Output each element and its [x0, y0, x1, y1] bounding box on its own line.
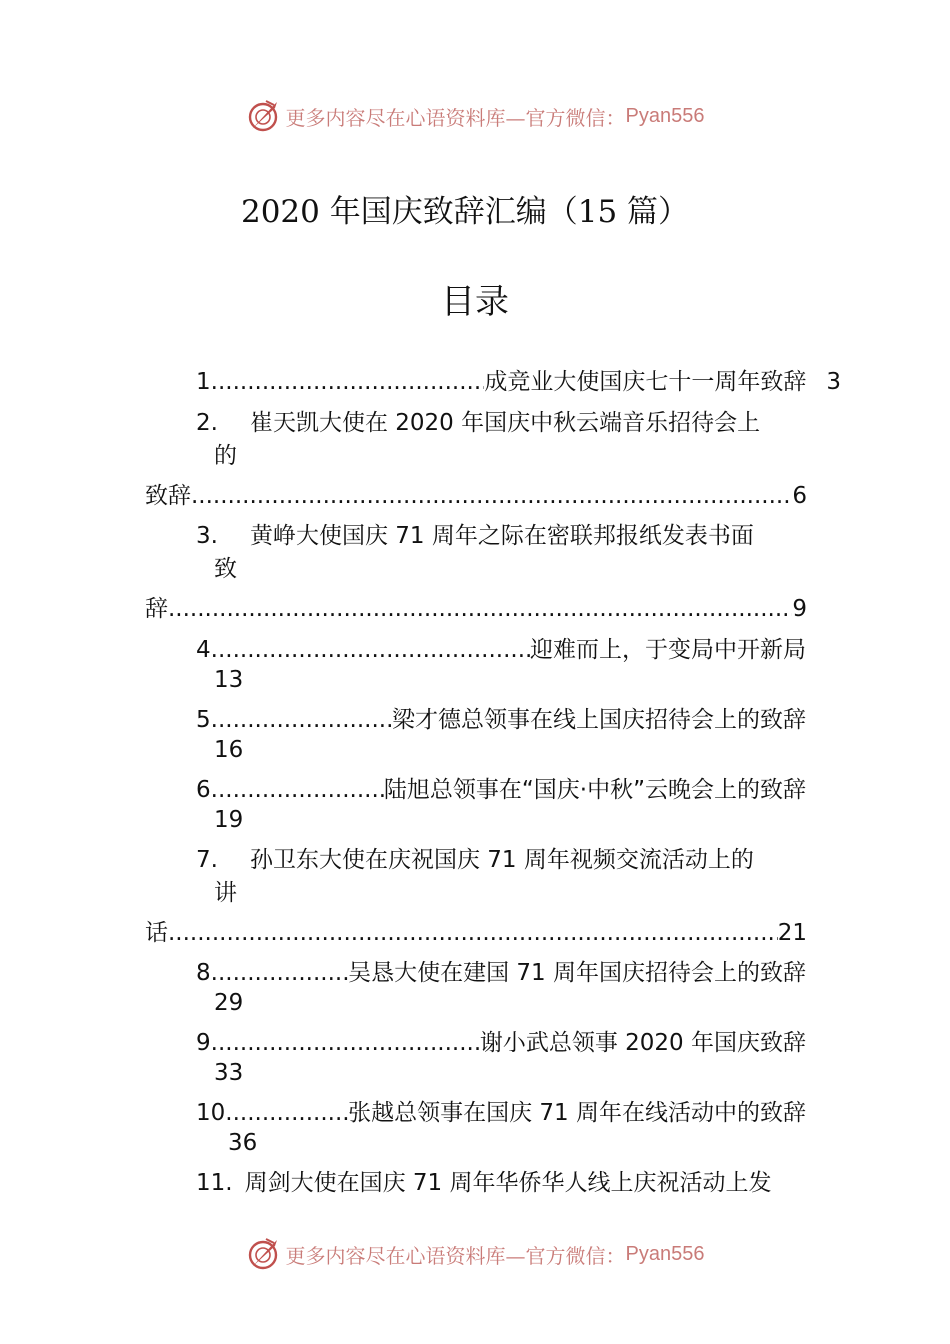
toc-entry-5[interactable]	[196, 705, 806, 735]
dot-leader	[211, 635, 530, 665]
toc-entry-4-page: 13	[214, 667, 244, 693]
watermark-wechat-id: Pyan556	[625, 104, 705, 127]
toc-entry-page: 21	[777, 920, 807, 946]
toc-entry-title-cont: 辞	[145, 596, 168, 622]
toc-entry-2[interactable]	[196, 408, 760, 438]
toc-entry-1[interactable]	[196, 367, 841, 397]
toc-entry-3-wrap: 致	[214, 556, 237, 582]
toc-entry-title: 孙卫东大使在庆祝国庆 71 周年视频交流活动上的	[249, 847, 754, 873]
toc-entry-title: 黄峥大使国庆 71 周年之际在密联邦报纸发表书面	[249, 523, 754, 549]
toc-entry-title: 谢小武总领事 2020 年国庆致辞	[479, 1030, 806, 1056]
toc-heading: 目录	[441, 282, 509, 322]
footer-watermark	[0, 1234, 950, 1274]
toc-entry-title-cont: 致辞	[145, 483, 191, 509]
toc-entry-page: 6	[792, 483, 807, 509]
toc-entry-2-continuation	[145, 481, 807, 511]
document-title: 2020 年国庆致辞汇编（15 篇）	[240, 194, 690, 230]
dot-leader	[211, 958, 348, 988]
toc-entry-4[interactable]	[196, 635, 806, 665]
toc-entry-number: 1	[196, 369, 211, 395]
toc-entry-2-wrap: 的	[214, 443, 237, 469]
dot-leader	[211, 705, 392, 735]
watermark-wechat-id: Pyan556	[625, 1242, 705, 1265]
quill-logo-icon	[246, 1237, 280, 1271]
toc-entry-10[interactable]	[196, 1098, 806, 1128]
header-watermark	[0, 96, 950, 136]
toc-entry-number: 6	[196, 777, 211, 803]
toc-entry-title: 周剑大使在国庆 71 周年华侨华人线上庆祝活动上发	[244, 1170, 772, 1196]
quill-logo-icon	[246, 99, 280, 133]
toc-entry-9[interactable]	[196, 1028, 806, 1058]
toc-entry-number: 10	[196, 1100, 226, 1126]
toc-entry-8[interactable]	[196, 958, 806, 988]
toc-entry-title-cont: 话	[145, 920, 168, 946]
watermark-text: 更多内容尽在心语资料库—官方微信：	[285, 105, 626, 130]
dot-leader	[211, 367, 485, 397]
watermark-text: 更多内容尽在心语资料库—官方微信：	[285, 1243, 626, 1268]
toc-entry-7-wrap: 讲	[214, 880, 237, 906]
toc-entry-number: 9	[196, 1030, 211, 1056]
dot-leader	[211, 775, 384, 805]
dot-leader	[225, 1098, 348, 1128]
toc-entry-page: 9	[792, 596, 807, 622]
toc-entry-number: 5	[196, 707, 211, 733]
toc-entry-8-page: 29	[214, 990, 244, 1016]
toc-entry-10-page: 36	[228, 1130, 258, 1156]
toc-entry-5-page: 16	[214, 737, 244, 763]
toc-entry-number: 7.	[196, 847, 218, 873]
toc-entry-6[interactable]	[196, 775, 806, 805]
dot-leader	[168, 594, 792, 624]
toc-entry-title: 崔天凯大使在 2020 年国庆中秋云端音乐招待会上	[249, 410, 761, 436]
dot-leader	[211, 1028, 480, 1058]
toc-entry-title: 梁才德总领事在线上国庆招待会上的致辞	[392, 707, 806, 733]
toc-entry-title: 吴恳大使在建国 71 周年国庆招待会上的致辞	[348, 960, 806, 986]
toc-entry-9-page: 33	[214, 1060, 244, 1086]
toc-entry-number: 8	[196, 960, 211, 986]
dot-leader	[168, 918, 778, 948]
toc-entry-7[interactable]	[196, 845, 754, 875]
toc-entry-title: 陆旭总领事在“国庆·中秋”云晚会上的致辞	[383, 777, 806, 803]
toc-entry-number: 4	[196, 637, 211, 663]
toc-entry-6-page: 19	[214, 807, 244, 833]
toc-entry-3[interactable]	[196, 521, 754, 551]
toc-entry-11[interactable]	[196, 1168, 771, 1198]
toc-entry-number: 3.	[196, 523, 218, 549]
toc-entry-title: 成竞业大使国庆七十一周年致辞	[484, 369, 807, 395]
toc-entry-number: 11.	[196, 1170, 233, 1196]
toc-entry-page: 3	[826, 369, 841, 395]
dot-leader	[191, 481, 792, 511]
toc-entry-7-continuation	[145, 918, 807, 948]
toc-entry-number: 2.	[196, 410, 218, 436]
toc-entry-3-continuation	[145, 594, 807, 624]
toc-entry-title: 张越总领事在国庆 71 周年在线活动中的致辞	[348, 1100, 806, 1126]
toc-entry-title: 迎难而上，于变局中开新局	[530, 637, 806, 663]
